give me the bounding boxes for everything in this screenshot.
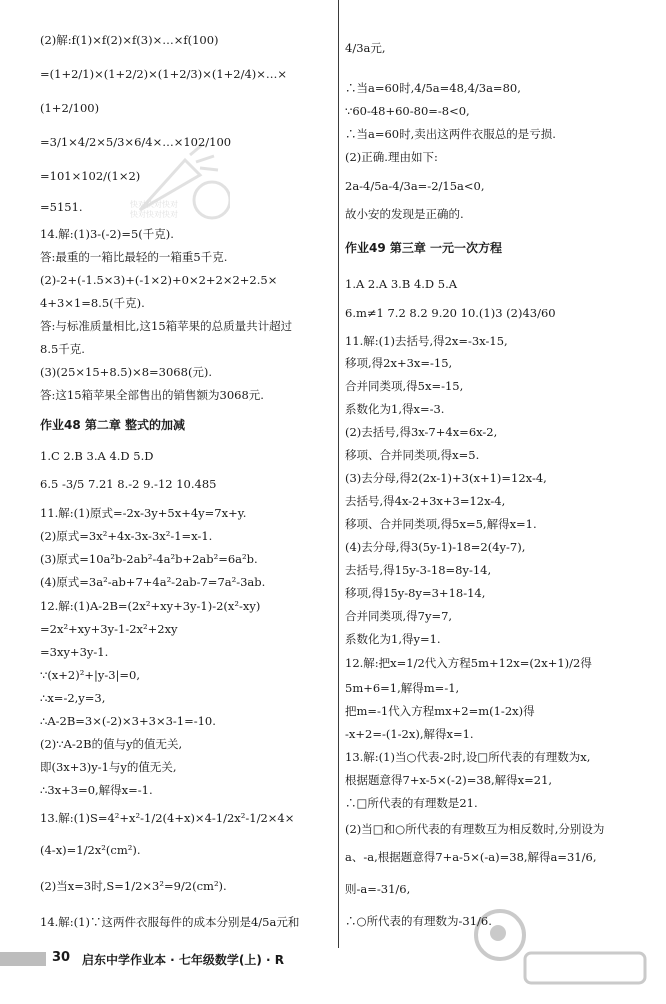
text-line: (1+2/100) [40, 101, 100, 115]
footer-bar [0, 952, 46, 966]
carrot-icon [130, 140, 230, 230]
text-line: =(1+2/1)×(1+2/2)×(1+2/3)×(1+2/4)×…× [40, 67, 288, 81]
text-line: ∵60-48+60-80=-8<0, [345, 104, 470, 118]
text-line: ∴○所代表的有理数为-31/6. [345, 914, 492, 928]
text-line: (4)原式=3a²-ab+7+4a²-2ab-7=7a²-3ab. [40, 575, 266, 589]
text-line: (2)原式=3x²+4x-3x-3x²-1=x-1. [40, 529, 213, 543]
watermark [130, 140, 230, 230]
text-line: 11.解:(1)原式=-2x-3y+5x+4y=7x+y. [40, 506, 247, 520]
logo-icon [470, 905, 660, 1000]
site-logo [470, 905, 660, 1000]
text-line: 8.5千克. [40, 342, 85, 356]
text-line: ∴□所代表的有理数是21. [345, 796, 478, 810]
text-line: (3)(25×15+8.5)×8=3068(元). [40, 365, 213, 379]
text-line: 6.5 -3/5 7.21 8.-2 9.-12 10.485 [40, 477, 217, 491]
text-line: 13.解:(1)当○代表-2时,设□所代表的有理数为x, [345, 750, 591, 764]
page-number: 30 [52, 950, 71, 965]
text-line: ∴A-2B=3×(-2)×3+3×3-1=-10. [40, 714, 216, 728]
watermark-text: 快对快对快对 [130, 200, 178, 209]
text-line: (4-x)=1/2x²(cm²). [40, 843, 141, 857]
text-line: (2)去括号,得3x-7+4x=6x-2, [345, 425, 498, 439]
text-line: 14.解:(1)3-(-2)=5(千克). [40, 227, 174, 241]
text-line: 去括号,得4x-2+3x+3=12x-4, [345, 494, 506, 508]
text-line: (2)当x=3时,S=1/2×3²=9/2(cm²). [40, 879, 227, 893]
text-line: 5m+6=1,解得m=-1, [345, 681, 460, 695]
text-line: =2x²+xy+3y-1-2x²+2xy [40, 622, 178, 636]
section-heading: 作业48 第二章 整式的加减 [40, 418, 186, 432]
watermark-text: 快对快对快对 [130, 210, 178, 219]
text-line: (4)去分母,得3(5y-1)-18=2(4y-7), [345, 540, 526, 554]
text-line: 2a-4/5a-4/3a=-2/15a<0, [345, 179, 485, 193]
text-line: 4/3a元, [345, 41, 386, 55]
text-line: 系数化为1,得y=1. [345, 632, 441, 646]
text-line: (2)∵A-2B的值与y的值无关, [40, 737, 183, 751]
text-line: 则-a=-31/6, [345, 882, 411, 896]
text-line: ∴x=-2,y=3, [40, 691, 106, 705]
text-line: =101×102/(1×2) [40, 169, 141, 183]
text-line: ∴当a=60时,卖出这两件衣服总的是亏损. [345, 127, 556, 141]
text-line: 故小安的发现是正确的. [345, 207, 464, 221]
text-line: (2)正确.理由如下: [345, 150, 438, 164]
text-line: 移项,得2x+3x=-15, [345, 356, 453, 370]
text-line: 14.解:(1)∵这两件衣服每件的成本分别是4/5a元和 [40, 915, 300, 929]
text-line: 移项、合并同类项,得5x=5,解得x=1. [345, 517, 537, 531]
text-line: 11.解:(1)去括号,得2x=-3x-15, [345, 334, 508, 348]
text-line: 根据题意得7+x-5×(-2)=38,解得x=21, [345, 773, 553, 787]
text-line: 移项,得15y-8y=3+18-14, [345, 586, 486, 600]
text-line: 12.解:(1)A-2B=(2x²+xy+3y-1)-2(x²-xy) [40, 599, 261, 613]
text-line: =3/1×4/2×5/3×6/4×…×102/100 [40, 135, 232, 149]
text-line: 答:这15箱苹果全部售出的销售额为3068元. [40, 388, 264, 402]
text-line: 4+3×1=8.5(千克). [40, 296, 145, 310]
text-line: 1.A 2.A 3.B 4.D 5.A [345, 277, 458, 291]
text-line: 系数化为1,得x=-3. [345, 402, 445, 416]
text-line: (2)-2+(-1.5×3)+(-1×2)+0×2+2×2+2.5× [40, 273, 278, 287]
column-divider [338, 0, 339, 948]
text-line: (2)当□和○所代表的有理数互为相反数时,分别设为 [345, 822, 605, 836]
text-line: 合并同类项,得5x=-15, [345, 379, 464, 393]
text-line: ∴3x+3=0,解得x=-1. [40, 783, 153, 797]
book-title: 启东中学作业本 · 七年级数学(上) · R [82, 953, 285, 967]
text-line: (3)原式=10a²b-2ab²-4a²b+2ab²=6a²b. [40, 552, 258, 566]
text-line: 6.m≠1 7.2 8.2 9.20 10.(1)3 (2)43/60 [345, 306, 556, 320]
text-line: 答:最重的一箱比最轻的一箱重5千克. [40, 250, 228, 264]
text-line: 移项、合并同类项,得x=5. [345, 448, 480, 462]
text-line: 去括号,得15y-3-18=8y-14, [345, 563, 492, 577]
text-line: (2)解:f(1)×f(2)×f(3)×…×f(100) [40, 33, 219, 47]
text-line: =5151. [40, 200, 83, 214]
text-line: 即(3x+3)y-1与y的值无关, [40, 760, 177, 774]
text-line: =3xy+3y-1. [40, 645, 109, 659]
text-line: 13.解:(1)S=4²+x²-1/2(4+x)×4-1/2x²-1/2×4× [40, 811, 295, 825]
text-line: 把m=-1代入方程mx+2=m(1-2x)得 [345, 704, 535, 718]
section-heading: 作业49 第三章 一元一次方程 [345, 241, 503, 255]
text-line: 1.C 2.B 3.A 4.D 5.D [40, 449, 154, 463]
text-line: -x+2=-(1-2x),解得x=1. [345, 727, 474, 741]
text-line: (3)去分母,得2(2x-1)+3(x+1)=12x-4, [345, 471, 547, 485]
text-line: 合并同类项,得7y=7, [345, 609, 453, 623]
text-line: a、-a,根据题意得7+a-5×(-a)=38,解得a=31/6, [345, 850, 597, 864]
text-line: 答:与标准质量相比,这15箱苹果的总质量共计超过 [40, 319, 293, 333]
text-line: ∵(x+2)²+|y-3|=0, [40, 668, 141, 682]
text-line: 12.解:把x=1/2代入方程5m+12x=(2x+1)/2得 [345, 656, 592, 670]
text-line: ∴当a=60时,4/5a=48,4/3a=80, [345, 81, 521, 95]
